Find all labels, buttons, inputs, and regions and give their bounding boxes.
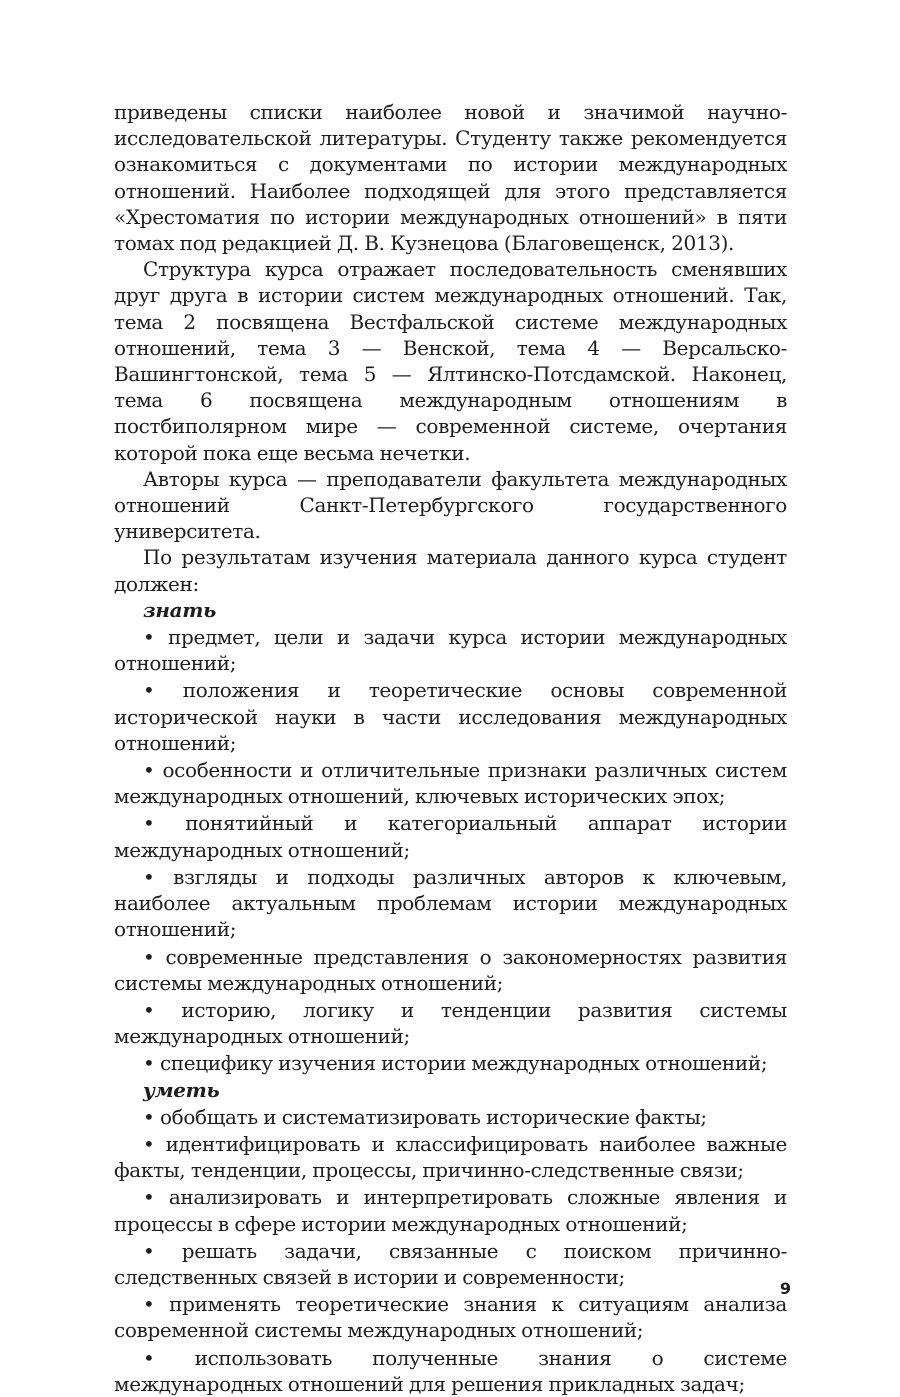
paragraph-results-intro: По результатам изучения материала данного курса студент должен: (114, 545, 787, 596)
able-item: • идентифицировать и классифицировать наиболее важные факты, тенденции, процессы, причинно-следственные связи; (114, 1131, 787, 1183)
able-item: • использовать полученные знания о системе международных отношений для решения прикладных задач; (114, 1345, 787, 1396)
know-item: • взгляды и подходы различных авторов к ключевым, наиболее актуальным проблемам истории международных отношений; (114, 864, 787, 942)
page-number: 9 (779, 1279, 791, 1298)
paragraph-course-structure: Структура курса отражает последовательность сменявших друг друга в истории систем международных отношений. Так, тема 2 посвящена Вестфальской системе международных отношений, тема 3 — Венской, тема 4 — Версальско-Вашингтонской, тема 5 — Ялтинско-Потсдамской. Наконец, тема 6 посвящена международным отношениям в постбиполярном мире — современной системе, очертания которой пока еще весьма нечетки. (114, 257, 787, 465)
able-heading: уметь (143, 1077, 220, 1102)
able-item: • обобщать и систематизировать исторические факты; (143, 1104, 707, 1129)
page-body (114, 99, 787, 1397)
able-item: • решать задачи, связанные с поиском причинно-следственных связей в истории и современности; (114, 1238, 787, 1289)
able-item: • анализировать и интерпретировать сложные явления и процессы в сфере истории международных отношений; (114, 1185, 787, 1236)
know-item: • историю, логику и тенденции развития системы международных отношений; (114, 997, 787, 1049)
know-item: • понятийный и категориальный аппарат истории международных отношений; (114, 811, 787, 862)
know-item: • специфику изучения истории международных отношений; (143, 1051, 768, 1076)
know-item: • современные представления о закономерностях развития системы международных отношений; (114, 944, 787, 995)
able-item: • применять теоретические знания к ситуациям анализа современной системы международных отношений; (114, 1292, 787, 1343)
paragraph-authors: Авторы курса — преподаватели факультета международных отношений Санкт-Петербургского государственного университета. (114, 466, 787, 544)
know-heading: знать (143, 597, 216, 622)
know-item: • положения и теоретические основы современной исторической науки в части исследования международных отношений; (114, 678, 787, 755)
paragraph-literature: приведены списки наиболее новой и значимой научно-исследовательской литературы. Студенту также рекомендуется ознакомиться с документами по истории международных отношений. Наиболее подходящей для этого представляется «Хрестоматия по истории международных отношений» в пяти томах под редакцией Д. В. Кузнецова (Благовещенск, 2013). (114, 100, 787, 256)
know-item: • предмет, цели и задачи курса истории международных отношений; (114, 625, 787, 676)
know-item: • особенности и отличительные признаки различных систем международных отношений, ключевых исторических эпох; (114, 758, 787, 809)
